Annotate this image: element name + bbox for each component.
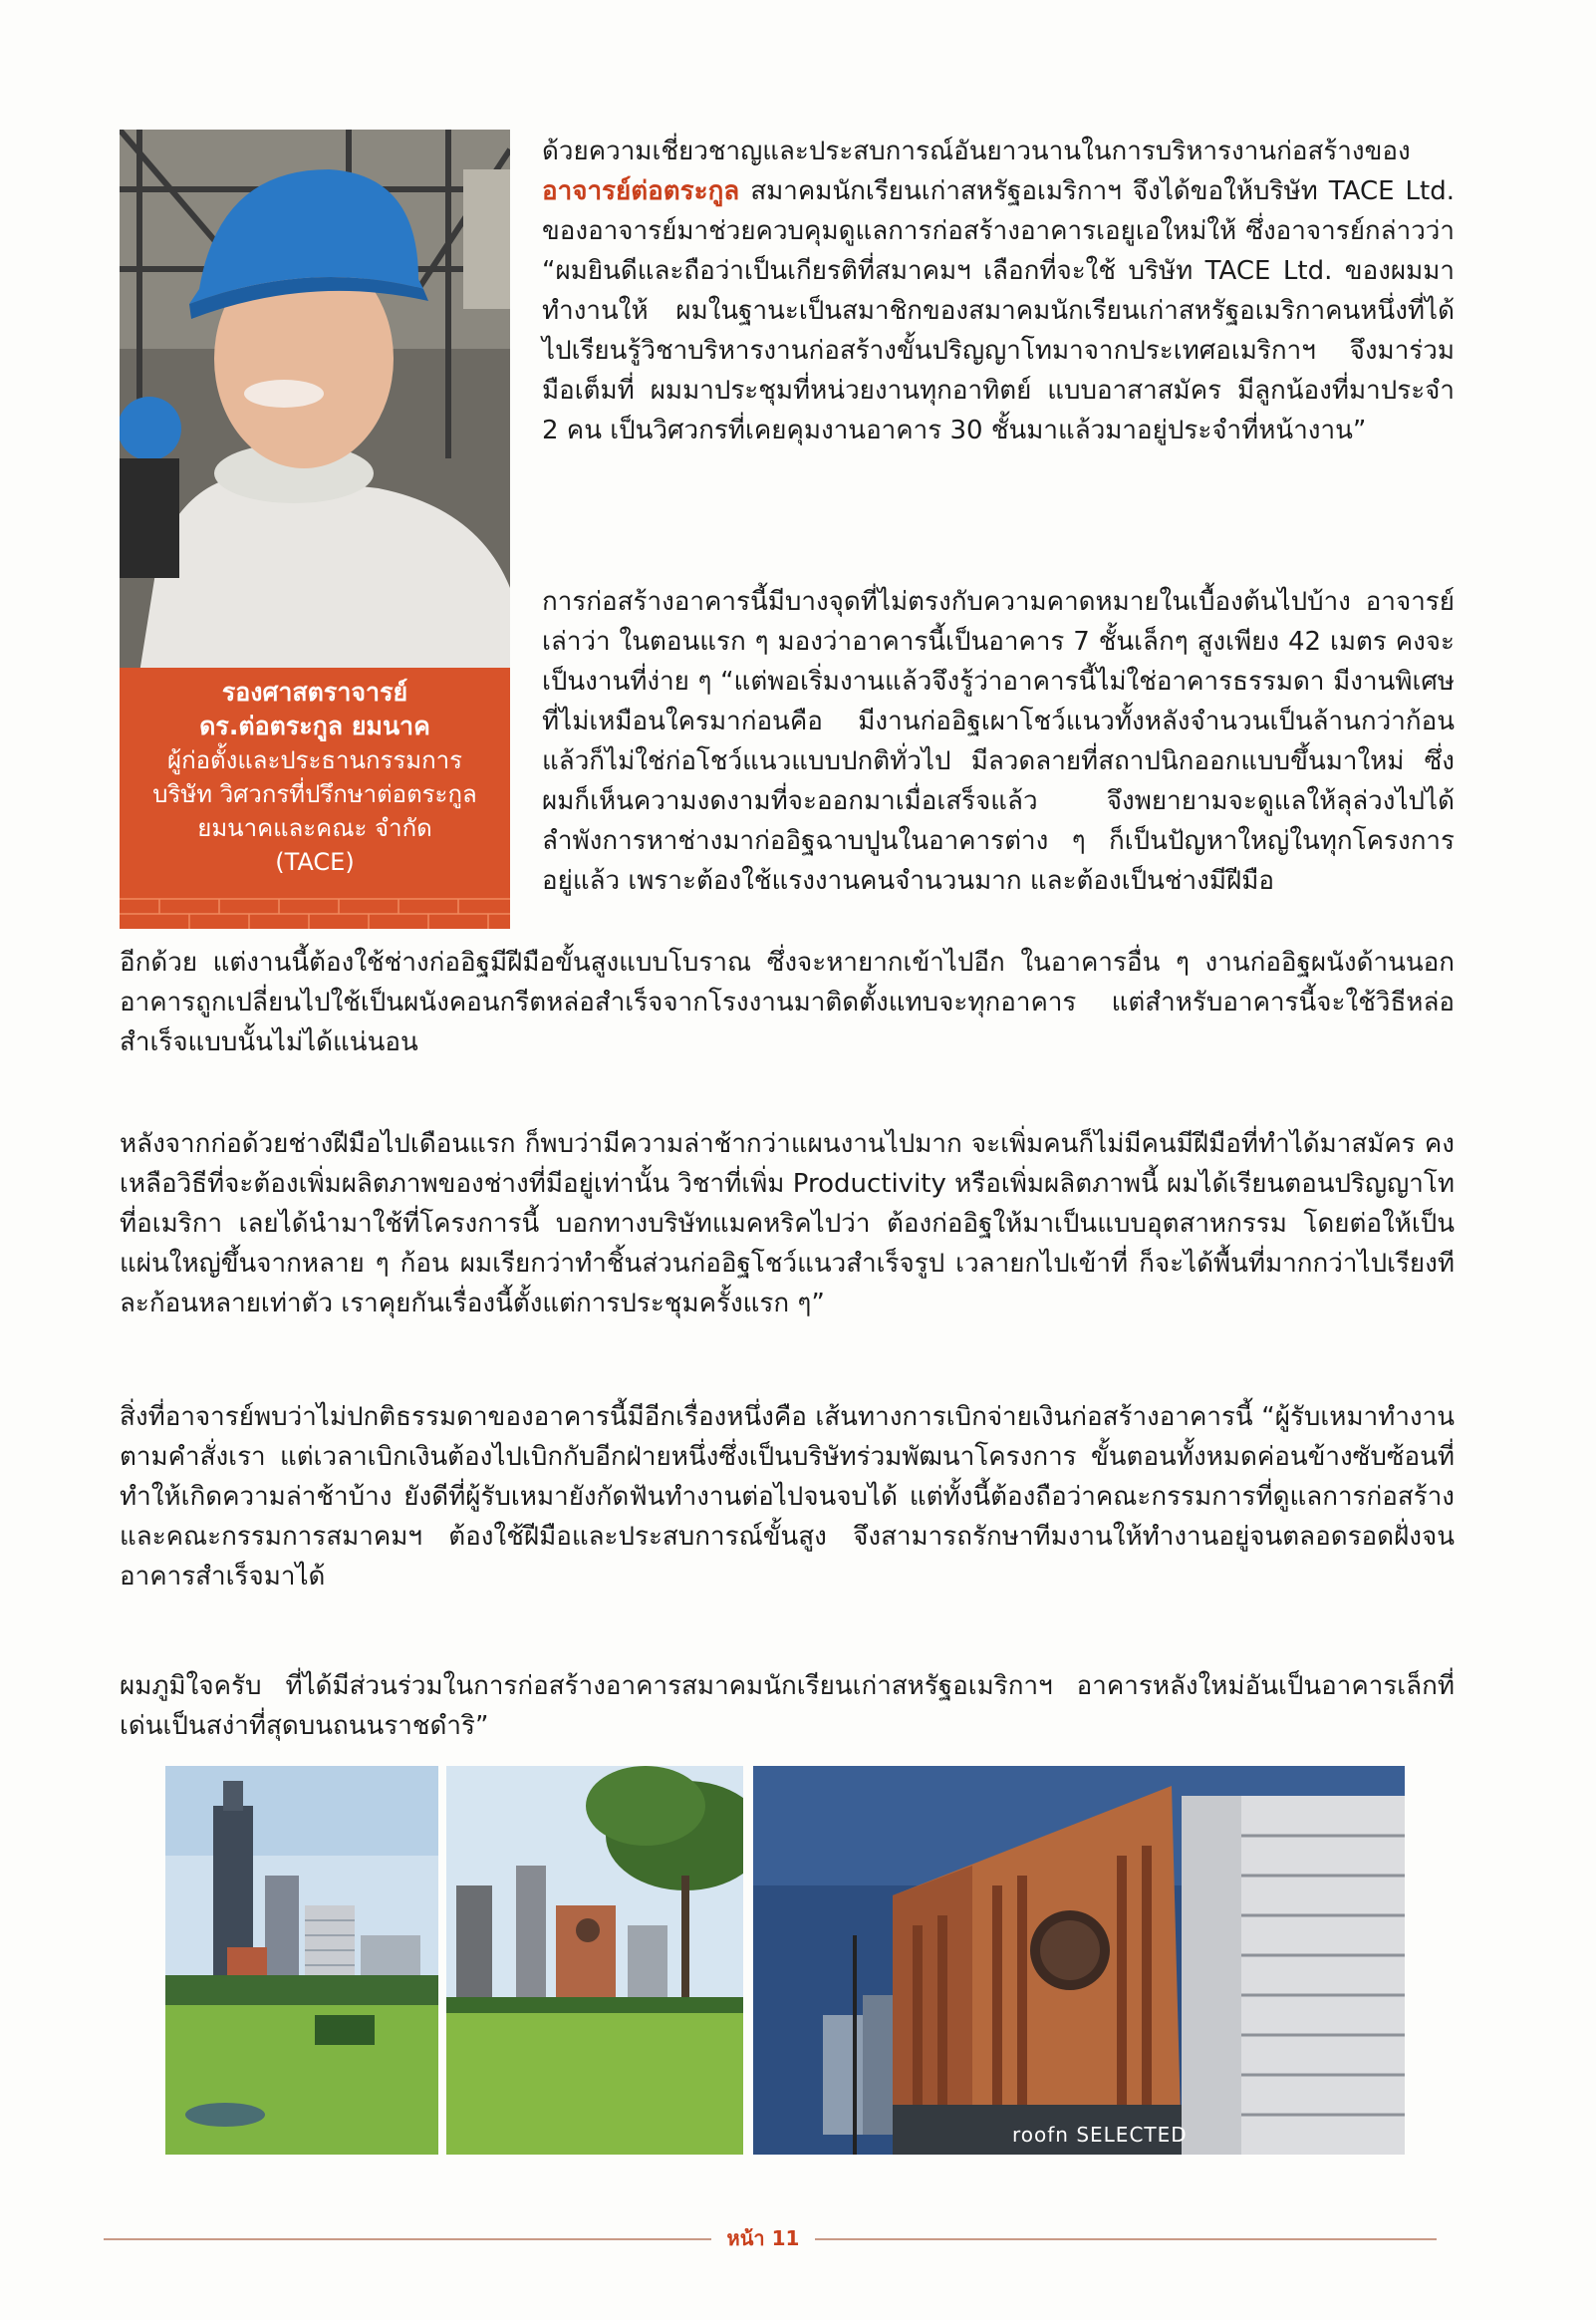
- paragraph-2-continued: อีกด้วย แต่งานนี้ต้องใช้ช่างก่ออิฐมีฝีมือขั้นสูงแบบโบราณ ซึ่งจะหายากเข้าไปอีก ในอาคารอื่น ๆ งานก่ออิฐผนังด้านนอกอาคารถูกเปลี่ยนไปใช้เป็นผนังคอนกรีตหล่อสำเร็จจากโรงงานมาติดตั้งแทบจะทุกอาคาร แต่สำหรับอาคารนี้จะใช้วิธีหล่อสำเร็จแบบนั้นไม่ได้แน่นอน: [120, 948, 1455, 1057]
- caption-title: รองศาสตราจารย์: [221, 678, 408, 707]
- caption-abbr: (TACE): [275, 848, 355, 876]
- photo-skyline-park: [165, 1766, 438, 2155]
- caption-role: ผู้ก่อตั้งและประธานกรรมการ: [167, 746, 462, 774]
- paragraph-1: [542, 132, 1455, 450]
- photo-park-tree: [446, 1766, 743, 2155]
- footer-divider-right: [815, 2238, 1437, 2240]
- portrait-caption: [120, 668, 510, 929]
- photo-credit: roofn SELECTED: [1012, 2123, 1188, 2147]
- caption-name: ดร.ต่อตระกูล ยมนาค: [199, 712, 430, 740]
- paragraph-1-start: ด้วยความเชี่ยวชาญและประสบการณ์อันยาวนานในการบริหารงานก่อสร้างของ: [542, 137, 1411, 166]
- portrait-photo: [120, 130, 510, 668]
- paragraph-5: ผมภูมิใจครับ ที่ได้มีส่วนร่วมในการก่อสร้างอาคารสมาคมนักเรียนเก่าสหรัฐอเมริกาฯ อาคารหลังใหม่อันเป็นอาคารเล็กที่เด่นเป็นสง่าที่สุดบนถนนราชดำริ”: [120, 1671, 1455, 1741]
- caption-company: บริษัท วิศวกรที่ปรึกษาต่อตระกูล: [152, 780, 477, 808]
- paragraph-1-rest: สมาคมนักเรียนเก่าสหรัฐอเมริกาฯ จึงได้ขอให้บริษัท TACE Ltd. ของอาจารย์มาช่วยควบคุมดูแลการก่อสร้างอาคารเอยูเอใหม่ให้ ซึ่งอาจารย์กล่าวว่า “ผมยินดีและถือว่าเป็นเกียรติที่สมาคมฯ เลือกที่จะใช้ บริษัท TACE Ltd. ของผมมาทำงานให้ ผมในฐานะเป็นสมาชิกของสมาคมนักเรียนเก่าสหรัฐอเมริกาคนหนึ่งที่ได้ไปเรียนรู้วิชาบริหารงานก่อสร้างขั้นปริญญาโทมาจากประเทศอเมริกาฯ จึงมาร่วมมือเต็มที่ ผมมาประชุมที่หน่วยงานทุกอาทิตย์ แบบอาสาสมัคร มีลูกน้องที่มาประจำ 2 คน เป็นวิศวกรที่เคยคุมงานอาคาร 30 ชั้นมาแล้วมาอยู่ประจำที่หน้างาน”: [542, 176, 1455, 445]
- brick-pattern: [120, 889, 510, 929]
- highlight-name: อาจารย์ต่อตระกูล: [542, 176, 740, 206]
- footer-divider-left: [104, 2238, 711, 2240]
- photo-aua-building: [753, 1766, 1405, 2155]
- paragraph-2: การก่อสร้างอาคารนี้มีบางจุดที่ไม่ตรงกับความคาดหมายในเบื้องต้นไปบ้าง อาจารย์เล่าว่า ในตอนแรก ๆ มองว่าอาคารนี้เป็นอาคาร 7 ชั้นเล็กๆ สูงเพียง 42 เมตร คงจะเป็นงานที่ง่าย ๆ “แต่พอเริ่มงานแล้วจึงรู้ว่าอาคารนี้ไม่ใช่อาคารธรรมดา มีงานพิเศษที่ไม่เหมือนใครมาก่อนคือ มีงานก่ออิฐเผาโชว์แนวทั้งหลังจำนวนเป็นล้านกว่าก้อน แล้วก็ไม่ใช่ก่อโชว์แนวแบบปกติทั่วไป มีลวดลายที่สถาปนิกออกแบบขึ้นมาใหม่ ซึ่งผมก็เห็นความงดงามที่จะออกมาเมื่อเสร็จแล้ว จึงพยายามจะดูแลให้ลุล่วงไปได้ ลำพังการหาช่างมาก่ออิฐฉาบปูนในอาคารต่าง ๆ ก็เป็นปัญหาใหญ่ในทุกโครงการอยู่แล้ว เพราะต้องใช้แรงงานคนจำนวนมาก และต้องเป็นช่างมีฝีมือ: [542, 587, 1455, 896]
- paragraph-3: หลังจากก่อด้วยช่างฝีมือไปเดือนแรก ก็พบว่ามีความล่าช้ากว่าแผนงานไปมาก จะเพิ่มคนก็ไม่มีคนมีฝีมือที่ทำได้มาสมัคร คงเหลือวิธีที่จะต้องเพิ่มผลิตภาพของช่างที่มีอยู่เท่านั้น วิชาที่เพิ่ม Productivity หรือเพิ่มผลิตภาพนี้ ผมได้เรียนตอนปริญญาโทที่อเมริกา เลยได้นำมาใช้ที่โครงการนี้ บอกทางบริษัทแมคหริคไปว่า ต้องก่ออิฐให้มาเป็นแบบอุตสาหกรรม โดยต่อให้เป็นแผ่นใหญ่ขึ้นจากหลาย ๆ ก้อน ผมเรียกว่าทำชิ้นส่วนก่ออิฐโชว์แนวสำเร็จรูป เวลายกไปเข้าที่ ก็จะได้พื้นที่มากกว่าไปเรียงทีละก้อนหลายเท่าตัว เราคุยกันเรื่องนี้ตั้งแต่การประชุมครั้งแรก ๆ”: [120, 1129, 1455, 1318]
- page-number: หน้า 11: [726, 2226, 800, 2250]
- paragraph-4: สิ่งที่อาจารย์พบว่าไม่ปกติธรรมดาของอาคารนี้มีอีกเรื่องหนึ่งคือ เส้นทางการเบิกจ่ายเงินก่อสร้างอาคารนี้ “ผู้รับเหมาทำงานตามคำสั่งเรา แต่เวลาเบิกเงินต้องไปเบิกกับอีกฝ่ายหนึ่งซึ่งเป็นบริษัทร่วมพัฒนาโครงการ ขั้นตอนทั้งหมดค่อนข้างซับซ้อนที่ทำให้เกิดความล่าช้าบ้าง ยังดีที่ผู้รับเหมายังกัดฟันทำงานต่อไปจนจบได้ แต่ทั้งนี้ต้องถือว่าคณะกรรมการที่ดูแลการก่อสร้าง และคณะกรรมการสมาคมฯ ต้องใช้ฝีมือและประสบการณ์ขั้นสูง จึงสามารถรักษาทีมงานให้ทำงานอยู่จนตลอดรอดฝั่งจนอาคารสำเร็จมาได้: [120, 1402, 1455, 1592]
- caption-company-cont: ยมนาคและคณะ จำกัด: [197, 814, 432, 842]
